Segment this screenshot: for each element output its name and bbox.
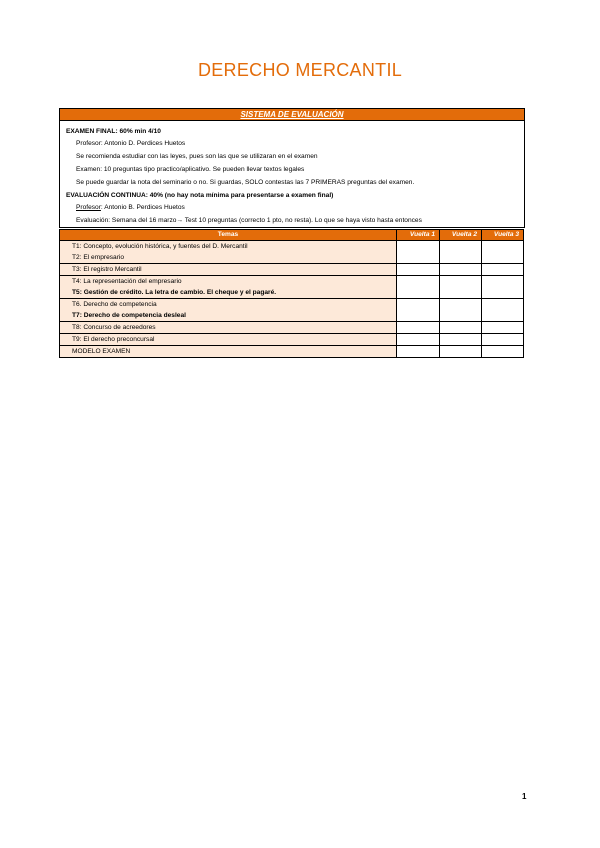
header-vuelta-3: Vuelta 3 [482, 230, 524, 241]
table-row [60, 299, 524, 322]
page-number: 1 [522, 792, 527, 801]
continuous-eval-schedule: Evaluación: Semana del 16 marzo→ Test 10 preguntas (correcto 1 pto, no resta). Lo que se haya visto hasta entonces [76, 217, 422, 224]
topic-line: T2: El empresario [72, 254, 125, 261]
topic-cell [60, 299, 397, 322]
final-exam-line: Examen: 10 preguntas tipo practico/aplicativo. Se pueden llevar textos legales [76, 166, 305, 173]
evaluation-system-header: SISTEMA DE EVALUACIÓN [60, 109, 524, 121]
professor-value: : Antonio B. Perdices Huetos [100, 204, 185, 211]
vuelta-1-cell[interactable] [397, 322, 440, 334]
topic-cell [60, 334, 397, 346]
topic-line: T4: La representación del empresario [72, 278, 182, 285]
topic-line: T9: El derecho preconcursal [72, 336, 155, 343]
vuelta-2-cell[interactable] [440, 299, 482, 322]
topics-body [60, 241, 524, 358]
vuelta-2-cell[interactable] [440, 322, 482, 334]
topic-line: T6. Derecho de competencia [72, 301, 157, 308]
table-row [60, 264, 524, 276]
header-vuelta-1: Vuelta 1 [397, 230, 440, 241]
vuelta-1-cell[interactable] [397, 276, 440, 299]
topic-line: T5: Gestión de crédito. La letra de cambio. El cheque y el pagaré. [72, 289, 277, 296]
vuelta-2-cell[interactable] [440, 346, 482, 358]
vuelta-2-cell[interactable] [440, 276, 482, 299]
evaluation-system-box [59, 108, 525, 228]
vuelta-3-cell[interactable] [482, 276, 524, 299]
topic-line: T1: Concepto, evolución histórica, y fuentes del D. Mercantil [72, 243, 248, 250]
vuelta-1-cell[interactable] [397, 241, 440, 264]
professor-label: Profesor [76, 204, 101, 211]
header-vuelta-2: Vuelta 2 [440, 230, 482, 241]
continuous-eval-professor [66, 201, 518, 214]
final-exam-heading: EXAMEN FINAL: 60% min 4/10 [66, 128, 161, 135]
final-exam-line: Profesor: Antonio D. Perdices Huetos [76, 140, 186, 147]
vuelta-3-cell[interactable] [482, 346, 524, 358]
vuelta-1-cell[interactable] [397, 264, 440, 276]
vuelta-1-cell[interactable] [397, 299, 440, 322]
topic-cell [60, 276, 397, 299]
evaluation-system-content [60, 121, 524, 227]
vuelta-2-cell[interactable] [440, 334, 482, 346]
vuelta-3-cell[interactable] [482, 299, 524, 322]
topic-line: T8: Concurso de acreedores [72, 324, 156, 331]
vuelta-2-cell[interactable] [440, 264, 482, 276]
table-row [60, 346, 524, 358]
table-row [60, 334, 524, 346]
table-row [60, 322, 524, 334]
topic-cell [60, 346, 397, 358]
vuelta-1-cell[interactable] [397, 346, 440, 358]
vuelta-3-cell[interactable] [482, 241, 524, 264]
topic-cell [60, 322, 397, 334]
topic-cell [60, 264, 397, 276]
page-title: DERECHO MERCANTIL [197, 60, 403, 80]
topic-cell [60, 241, 397, 264]
topics-table [59, 229, 524, 358]
header-temas: Temas [60, 230, 397, 241]
topic-line: T7: Derecho de competencia desleal [72, 312, 186, 319]
continuous-eval-heading: EVALUACIÓN CONTINUA: 40% (no hay nota mínima para presentarse a examen final) [66, 192, 334, 199]
topics-header-row [60, 230, 524, 241]
vuelta-3-cell[interactable] [482, 264, 524, 276]
final-exam-line: Se recomienda estudiar con las leyes, pues son las que se utilizaran en el examen [76, 153, 318, 160]
topic-line: T3: El registro Mercantil [72, 266, 142, 273]
vuelta-3-cell[interactable] [482, 334, 524, 346]
vuelta-3-cell[interactable] [482, 322, 524, 334]
topic-line: MODELO EXAMEN [72, 348, 131, 355]
vuelta-1-cell[interactable] [397, 334, 440, 346]
final-exam-line: Se puede guardar la nota del seminario o no. Si guardas, SOLO contestas las 7 PRIMERAS preguntas del examen. [76, 179, 415, 186]
table-row [60, 241, 524, 264]
table-row [60, 276, 524, 299]
vuelta-2-cell[interactable] [440, 241, 482, 264]
